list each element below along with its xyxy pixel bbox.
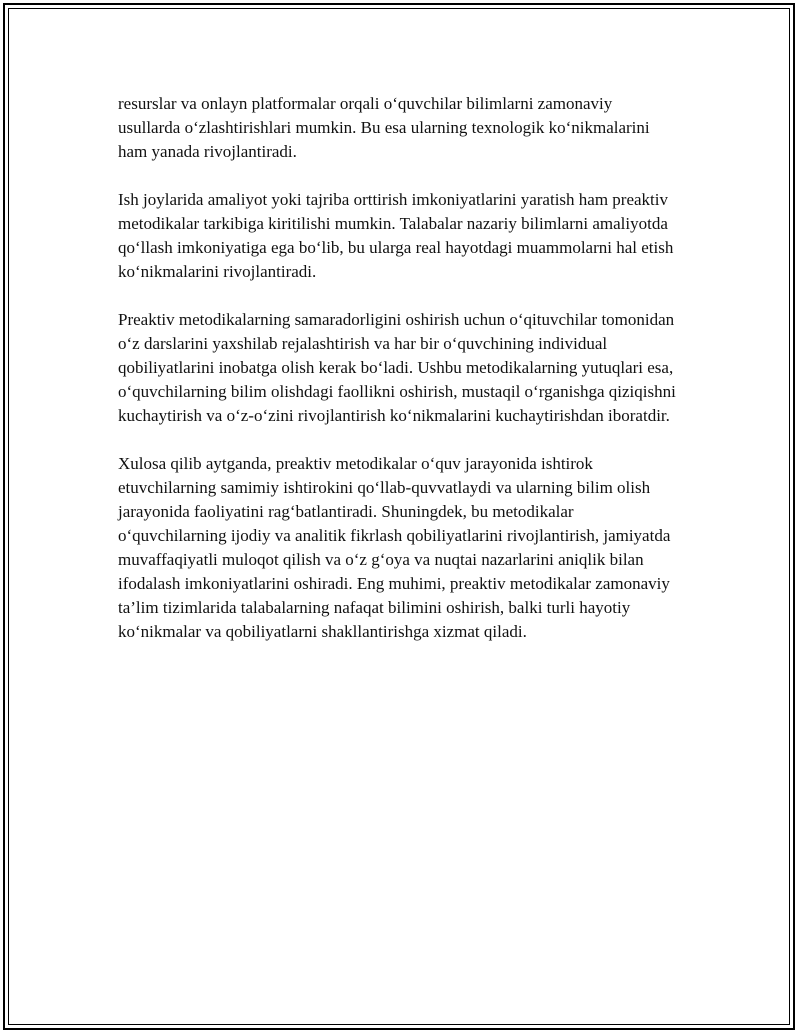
paragraph: Xulosa qilib aytganda, preaktiv metodikalar o‘quv jarayonida ishtirok etuvchilarning samimiy ishtirokini qo‘llab-quvvatlaydi va ularning bilim olish jarayonida faoliyatini rag‘batlantiradi. Shuningdek, bu metodikalar o‘quvchilarning ijodiy va analitik fikrlash qobiliyatlarini rivojlantirish, jamiyatda muvaffaqiyatli muloqot qilish va o‘z g‘oya va nuqtai nazarlarini aniqlik bilan ifodalash imkoniyatlarini oshiradi. Eng muhimi, preaktiv metodikalar zamonaviy ta’lim tizimlarida talabalarning nafaqat bilimini oshirish, balki turli hayotiy ko‘nikmalar va qobiliyatlarni shakllantirishga xizmat qiladi. (118, 454, 671, 641)
paragraph: resurslar va onlayn platformalar orqali o‘quvchilar bilimlarni zamonaviy usullarda o‘zlashtirishlari mumkin. Bu esa ularning texnologik ko‘nikmalarini ham yanada rivojlantiradi. (118, 94, 650, 161)
paragraph: Ish joylarida amaliyot yoki tajriba orttirish imkoniyatlarini yaratish ham preaktiv metodikalar tarkibiga kiritilishi mumkin. Talabalar nazariy bilimlarni amaliyotda qo‘llash imkoniyatiga ega bo‘lib, bu ularga real hayotdagi muammolarni hal etish ko‘nikmalarini rivojlantiradi. (118, 190, 674, 281)
document-body (118, 92, 678, 668)
paragraph: Preaktiv metodikalarning samaradorligini oshirish uchun o‘qituvchilar tomonidan o‘z darslarini yaxshilab rejalashtirish va har bir o‘quvchining individual qobiliyatlarini inobatga olish kerak bo‘ladi. Ushbu metodikalarning yutuqlari esa, o‘quvchilarning bilim olishdagi faollikni oshirish, mustaqil o‘rganishga qiziqishni kuchaytirish va o‘z-o‘zini rivojlantirish ko‘nikmalarini kuchaytirishdan iboratdir. (118, 310, 676, 425)
